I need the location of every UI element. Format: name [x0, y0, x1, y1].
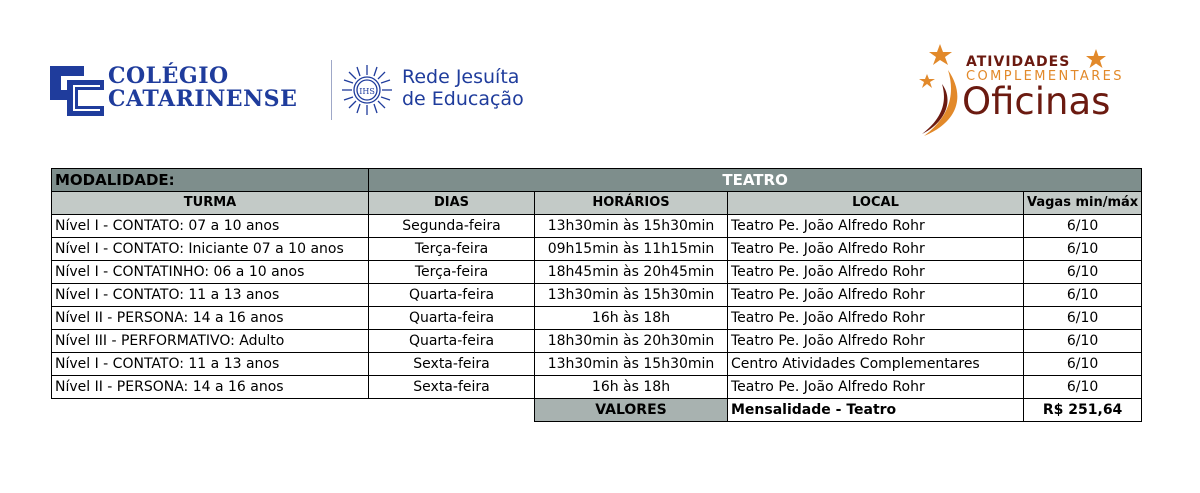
- valores-row: [52, 399, 1142, 422]
- cell-local: Centro Atividades Complementares: [728, 353, 1024, 376]
- column-header-vagas: Vagas min/máx: [1024, 192, 1142, 215]
- ac-line-2: COMPLEMENTARES: [966, 69, 1124, 84]
- table-row: [52, 330, 1142, 353]
- cell-vagas: 6/10: [1024, 376, 1142, 399]
- colegio-line-2: CATARINENSE: [108, 86, 298, 112]
- cell-horarios: 18h45min às 20h45min: [535, 261, 728, 284]
- cell-dias: Terça-feira: [369, 261, 535, 284]
- valores-label: VALORES: [535, 399, 728, 422]
- cell-dias: Quarta-feira: [369, 330, 535, 353]
- cell-vagas: 6/10: [1024, 307, 1142, 330]
- cell-horarios: 13h30min às 15h30min: [535, 353, 728, 376]
- jesuit-seal-icon: [341, 64, 393, 116]
- cell-horarios: 09h15min às 11h15min: [535, 238, 728, 261]
- atividades-complementares-logo: [918, 44, 1158, 144]
- rede-jesuita-text: [402, 66, 524, 110]
- table-row: [52, 376, 1142, 399]
- rede-line-2: de Educação: [402, 88, 524, 110]
- cell-turma: Nível III - PERFORMATIVO: Adulto: [52, 330, 369, 353]
- colegio-line-1: COLÉGIO: [108, 63, 229, 89]
- cell-horarios: 13h30min às 15h30min: [535, 284, 728, 307]
- cell-turma: Nível I - CONTATO: Iniciante 07 a 10 anos: [52, 238, 369, 261]
- table-body: [52, 215, 1142, 399]
- cell-local: Teatro Pe. João Alfredo Rohr: [728, 376, 1024, 399]
- cell-vagas: 6/10: [1024, 215, 1142, 238]
- cell-dias: Terça-feira: [369, 238, 535, 261]
- column-header-local: LOCAL: [728, 192, 1024, 215]
- cell-turma: Nível I - CONTATINHO: 06 a 10 anos: [52, 261, 369, 284]
- cell-dias: Sexta-feira: [369, 353, 535, 376]
- rede-line-1: Rede Jesuíta: [402, 66, 520, 88]
- modalidade-row: [52, 169, 1142, 192]
- cell-vagas: 6/10: [1024, 238, 1142, 261]
- ac-line-3: Oficinas: [962, 80, 1111, 123]
- cell-local: Teatro Pe. João Alfredo Rohr: [728, 238, 1024, 261]
- ac-line-1: ATIVIDADES: [966, 54, 1071, 70]
- modalidade-label: MODALIDADE:: [52, 169, 369, 192]
- stars-swoosh-icon: [918, 44, 968, 139]
- table-row: [52, 215, 1142, 238]
- cell-horarios: 18h30min às 20h30min: [535, 330, 728, 353]
- column-header-turma: TURMA: [52, 192, 369, 215]
- price-value: R$ 251,64: [1024, 399, 1142, 422]
- seal-text: IHS: [359, 87, 375, 96]
- column-header-dias: DIAS: [369, 192, 535, 215]
- cell-local: Teatro Pe. João Alfredo Rohr: [728, 307, 1024, 330]
- schedule-table: [51, 168, 1142, 422]
- table-row: [52, 261, 1142, 284]
- cell-vagas: 6/10: [1024, 261, 1142, 284]
- colegio-name: [108, 65, 297, 111]
- logo-divider: [331, 60, 332, 120]
- cell-dias: Sexta-feira: [369, 376, 535, 399]
- cell-vagas: 6/10: [1024, 284, 1142, 307]
- cell-local: Teatro Pe. João Alfredo Rohr: [728, 284, 1024, 307]
- cell-vagas: 6/10: [1024, 330, 1142, 353]
- modalidade-value: TEATRO: [369, 169, 1142, 192]
- footer-spacer: [52, 399, 535, 422]
- cell-local: Teatro Pe. João Alfredo Rohr: [728, 215, 1024, 238]
- table-row: [52, 353, 1142, 376]
- cell-turma: Nível II - PERSONA: 14 a 16 anos: [52, 307, 369, 330]
- cell-horarios: 13h30min às 15h30min: [535, 215, 728, 238]
- cell-dias: Segunda-feira: [369, 215, 535, 238]
- cell-turma: Nível I - CONTATO: 07 a 10 anos: [52, 215, 369, 238]
- cell-horarios: 16h às 18h: [535, 376, 728, 399]
- cell-dias: Quarta-feira: [369, 284, 535, 307]
- cell-dias: Quarta-feira: [369, 307, 535, 330]
- small-star-icon: [1086, 49, 1106, 69]
- table-row: [52, 238, 1142, 261]
- table-row: [52, 307, 1142, 330]
- cell-turma: Nível II - PERSONA: 14 a 16 anos: [52, 376, 369, 399]
- mensalidade-label: Mensalidade - Teatro: [728, 399, 1024, 422]
- column-header-horarios: HORÁRIOS: [535, 192, 728, 215]
- cc-monogram-icon: [50, 66, 104, 116]
- cell-turma: Nível I - CONTATO: 11 a 13 anos: [52, 353, 369, 376]
- table-row: [52, 284, 1142, 307]
- cell-local: Teatro Pe. João Alfredo Rohr: [728, 261, 1024, 284]
- column-header-row: [52, 192, 1142, 215]
- cell-horarios: 16h às 18h: [535, 307, 728, 330]
- cell-vagas: 6/10: [1024, 353, 1142, 376]
- cell-turma: Nível I - CONTATO: 11 a 13 anos: [52, 284, 369, 307]
- cell-local: Teatro Pe. João Alfredo Rohr: [728, 330, 1024, 353]
- colegio-catarinense-logo: [50, 62, 320, 122]
